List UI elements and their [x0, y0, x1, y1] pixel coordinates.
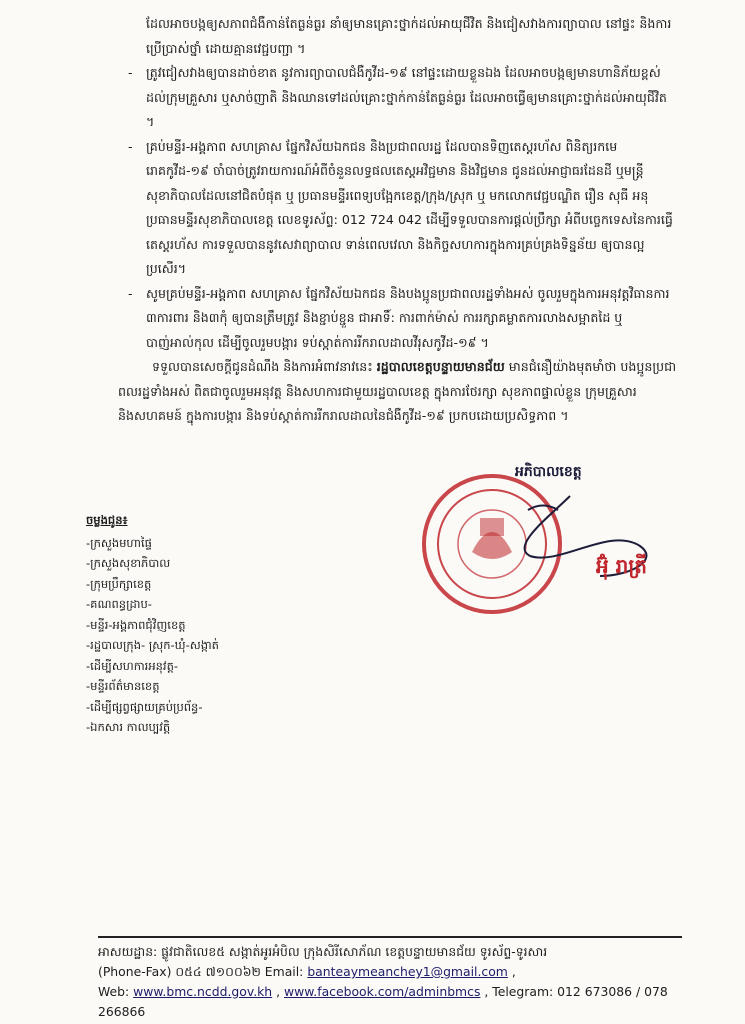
- email-link[interactable]: banteaymeanchey1@gmail.com: [307, 964, 508, 979]
- bullet-text: ត្រូវជៀសវាងឲ្យបានដាច់ខាត នូវការព្យាបាលជំងឺកូវីដ-១៩ នៅផ្ទះដោយខ្លួនឯង ដែលអាចបង្កឲ្យមានហានិភ័យខ្ពស់ដល់ក្រុមគ្រួសារ ឬសាច់ញាតិ និងឈានទៅដល់គ្រោះថ្នាក់កាន់តែធ្ងន់ធ្ងរ ដែលអាចធ្វើឲ្យមានគ្រោះថ្នាក់ដល់អាយុជីវិត ។: [146, 65, 667, 129]
- cc-item: -ក្រសួងមហាផ្ទៃ: [86, 535, 152, 550]
- bullet-dash: -: [128, 138, 133, 154]
- website-link[interactable]: www.bmc.ncdd.gov.kh: [133, 984, 273, 999]
- signatory-title: អភិបាលខេត្ត: [515, 464, 582, 480]
- footer-contact: (Phone-Fax) ០៥៤ ៧១០០៦២ Email: banteaymeanchey1@gmail.com ,: [98, 964, 516, 979]
- signatory-name: អ៊ុំ រាត្រី: [596, 554, 648, 578]
- bullet-item: [118, 135, 678, 282]
- cc-item: -ដើម្បីផ្សព្វផ្សាយគ្រប់ប្រព័ន្ធ-: [86, 699, 203, 714]
- cc-item: -គណពន្ធដ្រាប-: [86, 597, 152, 611]
- bullet-dash: -: [128, 285, 133, 301]
- cc-item: -ដើម្បីសហការអនុវត្ត-: [86, 658, 179, 673]
- footer-address: អាសយដ្ឋាន: ផ្លូវជាតិលេខ៥ សង្កាត់អូរអំបិល ក្រុងសិរីសោភ័ណ ខេត្តបន្ទាយមានជ័យ ទូរស័ព្ទ-ទូរសារ: [98, 944, 548, 959]
- administration-name: រដ្ឋបាលខេត្តបន្ទាយមានជ័យ: [376, 359, 505, 374]
- footer: [98, 942, 682, 1022]
- bullet-item: [118, 61, 678, 135]
- bullet-dash: -: [128, 65, 133, 80]
- footer-phone: (Phone-Fax) ០៥៤ ៧១០០៦២ Email:: [98, 964, 304, 979]
- cc-item: -រដ្ឋបាលក្រុង- ស្រុក-ឃុំ-សង្កាត់: [86, 638, 219, 652]
- cc-heading: ចម្លងជូន៖: [86, 513, 128, 527]
- bullet-text: សូមគ្រប់មន្ទីរ-អង្គភាព សហគ្រាស ផ្នែកវិស័យឯកជន និងបងប្អូនប្រជាពលរដ្ឋទាំងអស់ ចូលរួមក្នុងការអនុវត្តវិធានការ ៣ការពារ និង៣កុំ ឲ្យបានត្រឹមត្រូវ និងខ្ជាប់ខ្ជួន ជាអាទិ៍: ការពាក់ម៉ាស់ ការរក្សាគម្លាតការលាងសម្អាតដៃ ឬបាញ់អាល់កុល ដើម្បីចូលរួមបង្ការ ទប់ស្កាត់ការរីករាលដាលវីរុសកូវីដ-១៩ ។: [146, 285, 670, 350]
- facebook-link[interactable]: www.facebook.com/adminbmcs: [284, 984, 481, 999]
- closing-text-start: ទទួលបានសេចក្តីជូនដំណឹង និងការអំពាវនាវនេះ: [152, 359, 373, 374]
- carbon-copy-list: [86, 510, 219, 738]
- continuation-text: ដែលអាចបង្កឲ្យសភាពជំងឺកាន់តែធ្ងន់ធ្ងរ នាំឲ្យមានគ្រោះថ្នាក់ដល់អាយុជីវិត និងជៀសវាងការព្យាបាល: [146, 16, 602, 31]
- closing-paragraph: [118, 355, 678, 429]
- bullet-text: គ្រប់មន្ទីរ-អង្គភាព សហគ្រាស ផ្នែកវិស័យឯកជន និងប្រជាពលរដ្ឋ ដែលបានទិញតេស្តរហ័ស ពិនិត្យរកមេរោគកូវីដ-១៩ ចាំបាច់ត្រូវរាយការណ៍អំពីចំនួនលទ្ធផលតេស្តអវិជ្ជមាន និងវិជ្ជមាន ជូនដល់អាជ្ញាធរដែនដី ឬមន្ត្រីសុខាភិបាលដែលនៅជិតបំផុត ឬ ប្រធានមន្ទីរពេទ្យបង្អែកខេត្ត/ក្រុង/ស្រុក ឬ មកលោកវេជ្ជបណ្ឌិត រឿន សុធី អនុប្រធានមន្ទីរសុខាភិបាលខេត្ត លេខទូរស័ព្ទ: 012 724 042 ដើម្បីទទួលបានការផ្តល់ប្រឹក្សា អំពីបច្ចេកទេសនៃការធ្វើតេស្តរហ័ស ការទទួលបាននូវសេវាព្យាបាល ទាន់ពេលវេលា និងកិច្ចសហការក្នុងការគ្រប់គ្រងទិន្នន័យ ឲ្យបានល្អប្រសើរ។: [146, 138, 673, 276]
- continuation-text-end: នៅផ្ទះ និងការប្រើប្រាស់ថ្នាំ ដោយគ្មានវេជ្ជបញ្ជា ។: [146, 16, 672, 56]
- letter-body: [118, 12, 678, 429]
- cc-item: -មន្ទីរព័ត៌មានខេត្ត: [86, 679, 160, 693]
- cc-item: -ក្រសួងសុខាភិបាល: [86, 556, 171, 570]
- telegram-info: , Telegram: 012 673086 / 078 266866: [98, 984, 668, 1019]
- cc-item: -ឯកសារ កាលប្បវត្តិ: [86, 720, 171, 734]
- cc-item: -ក្រុមប្រឹក្សាខេត្ត: [86, 576, 152, 591]
- web-label: Web:: [98, 984, 130, 999]
- footer-web: Web: www.bmc.ncdd.gov.kh , www.facebook.com/adminbmcs , Telegram: 012 673086 / 078 266866: [98, 984, 668, 1019]
- closing-text-end: មានជំនឿយ៉ាងមុតមាំថា បងប្អូនប្រជាពលរដ្ឋទាំងអស់ ពិតជាចូលរួមអនុវត្ត និងសហការជាមួយរដ្ឋបាលខេត្ត ក្នុងការថែរក្សា សុខភាពផ្ទាល់ខ្លួន ក្រុមគ្រួសារ និងសហគមន៍ ក្នុងការបង្ការ និងទប់ស្កាត់ការរីករាលដាលនៃជំងឺកូវីដ-១៩ ប្រកបដោយប្រសិទ្ធភាព ។: [118, 359, 677, 423]
- cc-item: -មន្ទីរ-អង្គភាពជុំវិញខេត្ត: [86, 617, 186, 632]
- bullet-item: [118, 282, 678, 356]
- paragraph-continuation: [118, 12, 678, 61]
- footer-divider: [98, 936, 682, 938]
